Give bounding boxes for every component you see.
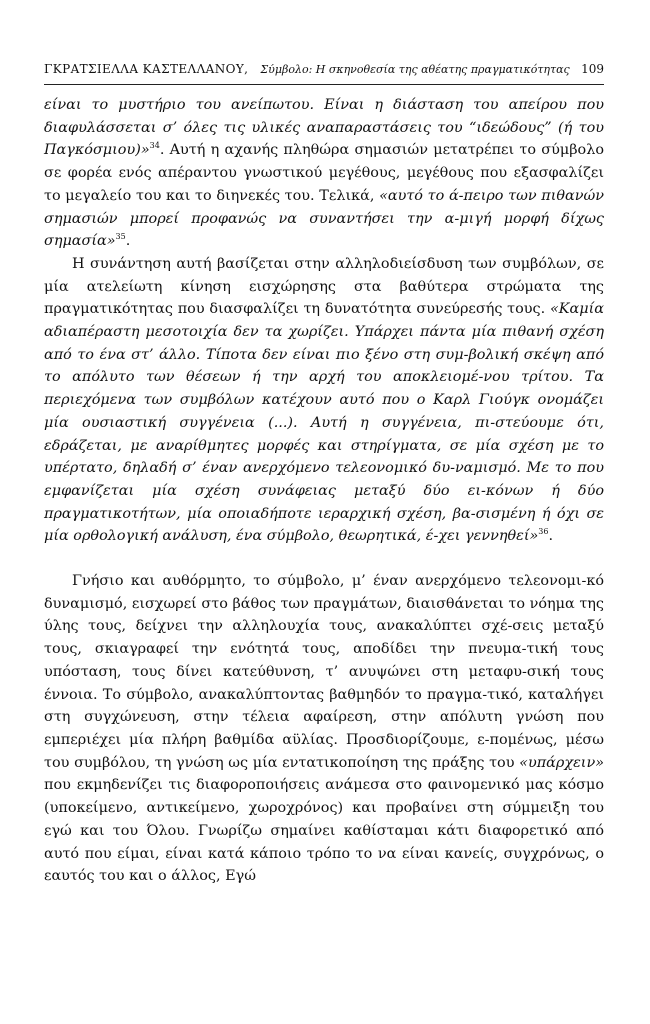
paragraph-2 xyxy=(44,253,604,548)
quote-text: «Καμία αδιαπέραστη μεσοτοιχία δεν τα χωρίζει. Υπάρχει πάντα μία πιθανή σχέση από το ένα στ’ άλλο. Τίποτα δεν είναι πιο ξένο στη συμ-βολική σκέψη από το απόλυτο των θέσεων ή την αρχή του αποκλειομέ-νου τρίτου. Τα περιεχόμενα των συμβόλων κατέχουν αυτό που ο Καρλ Γιούγκ ονομάζει μία ουσιαστική συγγένεια (...). Αυτή η συγγένεια, πι-στεύουμε ότι, εδράζεται, με αναρίθμητες μορφές και στηρίγματα, σε μία σχέση με το υπέρτατο, δηλαδή σ’ έναν ανερχόμενο τελεονομικό δυ-ναμισμό. Με το που εμφανίζεται μία σχέση συνάφειας μεταξύ δύο ει-κόνων ή δύο πραγματικοτήτων, μία οποιαδήποτε ιεραρχική σχέση, βα-σισμένη ή όχι σε μία ορθολογική ανάλυση, ένα σύμβολο, θεωρητικά, έ-χει γεννηθεί» xyxy=(44,301,604,545)
footnote-ref: 35 xyxy=(115,232,126,242)
paragraph-text: που εκμηδενίζει τις διαφοροποιήσεις ανάμεσα στο φαινομενικό μας κόσμο (υποκείμενο, αντικείμενο, χωροχρόνος) και προβαίνει στη σύμμειξη του εγώ και του Όλου. Γνωρίζω σημαίνει καθίσταμαι κάτι διαφορετικό από αυτό που είμαι, είναι κατά κάποιο τρόπο το να είναι κανείς, συγχρόνως, ο εαυτός του και ο άλλος, Εγώ xyxy=(44,777,604,885)
paragraph-3 xyxy=(44,570,604,888)
header-title: Σύμβολο: Η σκηνοθεσία της αθέατης πραγματικότητας xyxy=(260,63,570,76)
paragraph-text: Η συνάντηση αυτή βασίζεται στην αλληλοδιείσδυση των συμβόλων, σε μία ατελείωτη κίνηση εισχώρησης στα βαθύτερα στρώματα της πραγματικότητας που διασφαλίζει τη δυνατότητα συνεύρεσής τους. xyxy=(44,255,604,318)
paragraph-text: . xyxy=(548,528,554,545)
page-number: 109 xyxy=(581,62,604,76)
footnote-ref: 36 xyxy=(538,527,549,537)
paragraph-text: . xyxy=(125,233,131,250)
quote-text: «υπάρχειν» xyxy=(519,754,604,771)
paragraph-text: . Αυτή η αχανής πληθώρα σημασιών μετατρέπει το σύμβολο σε φορέα ενός απέραντου γνωστικού μεγέθους, μεγέθους που εξασφαλίζει το μεγαλείο του και το διηνεκές του. Τελικά, xyxy=(44,142,604,204)
running-header xyxy=(44,62,604,84)
quote-text: «αυτό το ά-πειρο των πιθανών σημασιών μπορεί προφανώς να συναντήσει την α-μιγή μορφή δίχως σημασία» xyxy=(44,187,604,250)
footnote-ref: 34 xyxy=(149,141,160,151)
paragraph-text: Γνήσιο και αυθόρμητο, το σύμβολο, μ’ έναν ανερχόμενο τελεονομι-κό δυναμισμό, εισχωρεί στο βάθος των πραγμάτων, διαισθάνεται το νόημα της ύλης τους, δείχνει την αλληλουχία τους, ανακαλύπτει σχέ-σεις μεταξύ τους, σκιαγραφεί την ενότητά τους, αποδίδει την πνευμα-τική τους υπόσταση, τους δίνει κατεύθυνση, τ’ ανυψώνει στη μεταφυ-σική τους έννοια. Το σύμβολο, ανακαλύπτοντας βαθμηδόν το πραγμα-τικό, καταλήγει στη συγχώνευση, στην τέλεια αφαίρεση, στην απόλυτη γνώση που εμπεριέχει μία πλήρη βαθμίδα αϋλίας. Προσδιορίζουμε, ε-πομένως, μέσω του συμβόλου, τη γνώση ως μία εντατικοποίηση της πράξης του xyxy=(44,573,604,771)
header-author: ΓΚΡΑΤΣΙΕΛΛΑ ΚΑΣΤΕΛΛΑΝΟΥ, xyxy=(44,62,249,76)
paragraph-1 xyxy=(44,94,604,253)
header-rule xyxy=(44,84,604,85)
quote-text: είναι το μυστήριο του ανείπωτου. Είναι η διάσταση του απείρου που διαφυλάσσεται σ’ όλες τις υλικές αναπαραστάσεις του “ιδεώδους” (ή του Παγκόσμιου)» xyxy=(44,97,604,159)
body-text xyxy=(44,94,604,888)
